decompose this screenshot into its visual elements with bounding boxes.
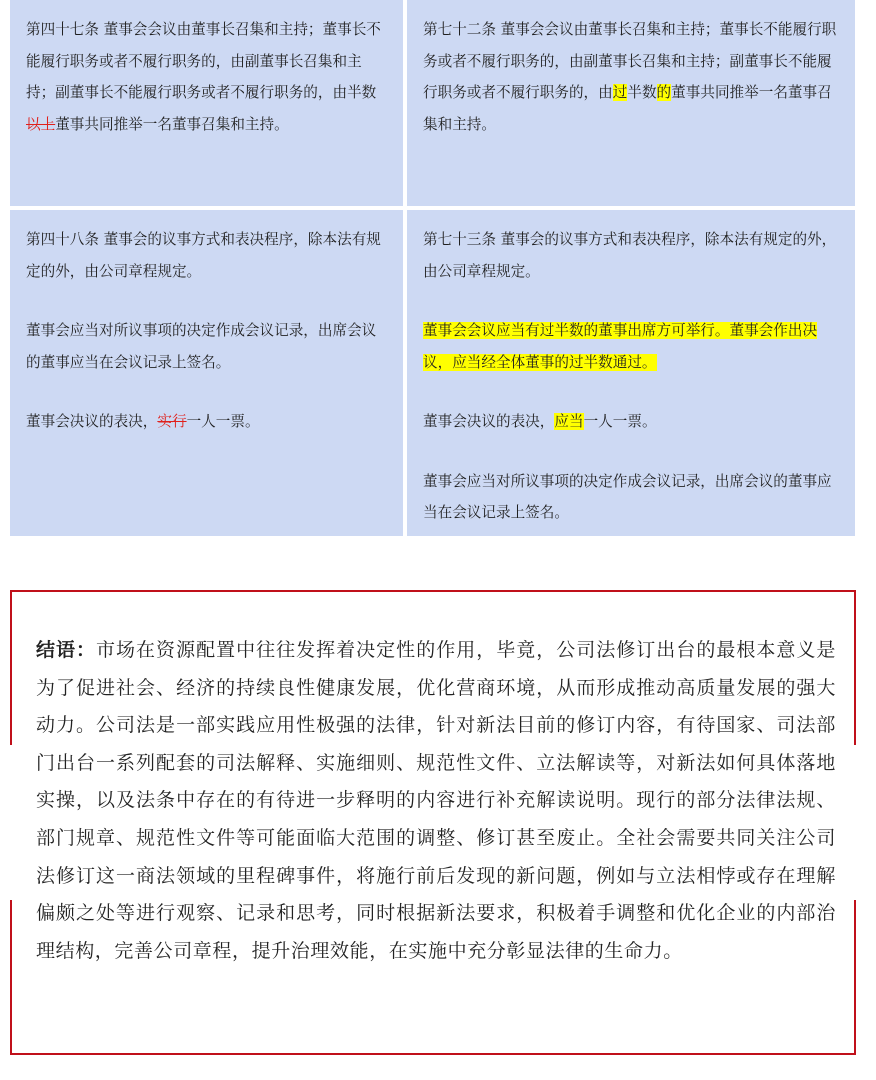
conclusion-label: 结语： bbox=[36, 639, 97, 661]
old-article-48-p3: 董事会决议的表决，实行一人一票。 bbox=[26, 413, 260, 430]
conclusion-text: 市场在资源配置中往往发挥着决定性的作用，毕竟，公司法修订出台的最根本意义是为了促进社会、经济的持续良性健康发展，优化营商环境，从而形成推动高质量发展的强大动力。公司法是一部实践应用性极强的法律，针对新法目前的修订内容，有待国家、司法部门出台一系列配套的司法解释、实施细则、规范性文件、立法解读等，对新法如何具体落地实操，以及法条中存在的有待进一步释明的内容进行补充解读说明。现行的部分法律法规、部门规章、规范性文件等可能面临大范围的调整、修订甚至废止。全社会需要共同关注公司法修订这一商法领域的里程碑事件，将施行前后发现的新问题，例如与立法相悖或存在理解偏颇之处等进行观察、记录和思考，同时根据新法要求，积极着手调整和优化企业的内部治理结构，完善公司章程，提升治理效能，在实施中充分彰显法律的生命力。 bbox=[36, 639, 836, 962]
new-article-73-p1: 第七十三条 董事会的议事方式和表决程序，除本法有规定的外，由公司章程规定。 bbox=[423, 231, 837, 280]
new-article-73-p2 bbox=[423, 315, 839, 378]
law-comparison-table bbox=[10, 0, 855, 536]
new-article-73-p4: 董事会应当对所议事项的决定作成会议记录，出席会议的董事应当在会议记录上签名。 bbox=[423, 472, 832, 521]
highlighted-text: 董事会会议应当有过半数的董事出席方可举行。董事会作出决议，应当经全体董事的过半数通过。 bbox=[423, 322, 818, 371]
frame-bottom-line bbox=[10, 1053, 856, 1055]
frame-left-lower bbox=[10, 900, 12, 1055]
old-article-48-p1: 第四十八条 董事会的议事方式和表决程序，除本法有规定的外，由公司章程规定。 bbox=[26, 231, 381, 280]
new-article-72: 第七十二条 董事会会议由董事长召集和主持；董事长不能履行职务或者不履行职务的，由副董事长召集和主持；副董事长不能履行职务或者不履行职务的，由过半数的董事共同推举一名董事召集和主持。 bbox=[423, 21, 837, 133]
conclusion-paragraph bbox=[36, 632, 836, 970]
highlighted-text: 过 bbox=[612, 84, 628, 101]
table-cell-old-art47 bbox=[10, 0, 403, 206]
old-article-47: 第四十七条 董事会会议由董事长召集和主持；董事长不能履行职务或者不履行职务的，由副董事长召集和主持；副董事长不能履行职务或者不履行职务的，由半数以上董事共同推举一名董事召集和主持。 bbox=[26, 21, 381, 133]
table-cell-new-art73 bbox=[407, 210, 855, 536]
table-cell-new-art72 bbox=[407, 0, 855, 206]
highlighted-text: 的 bbox=[656, 84, 672, 101]
deleted-text: 以上 bbox=[26, 115, 56, 133]
deleted-text: 实行 bbox=[157, 413, 187, 430]
table-cell-old-art48 bbox=[10, 210, 403, 536]
old-article-48-p2: 董事会应当对所议事项的决定作成会议记录，出席会议的董事应当在会议记录上签名。 bbox=[26, 322, 377, 371]
frame-top-line bbox=[10, 590, 856, 592]
frame-right-upper bbox=[854, 590, 856, 745]
frame-left-upper bbox=[10, 590, 12, 745]
new-article-73-p3: 董事会决议的表决，应当一人一票。 bbox=[423, 413, 657, 430]
frame-right-lower bbox=[854, 900, 856, 1055]
highlighted-text: 应当 bbox=[554, 413, 584, 430]
